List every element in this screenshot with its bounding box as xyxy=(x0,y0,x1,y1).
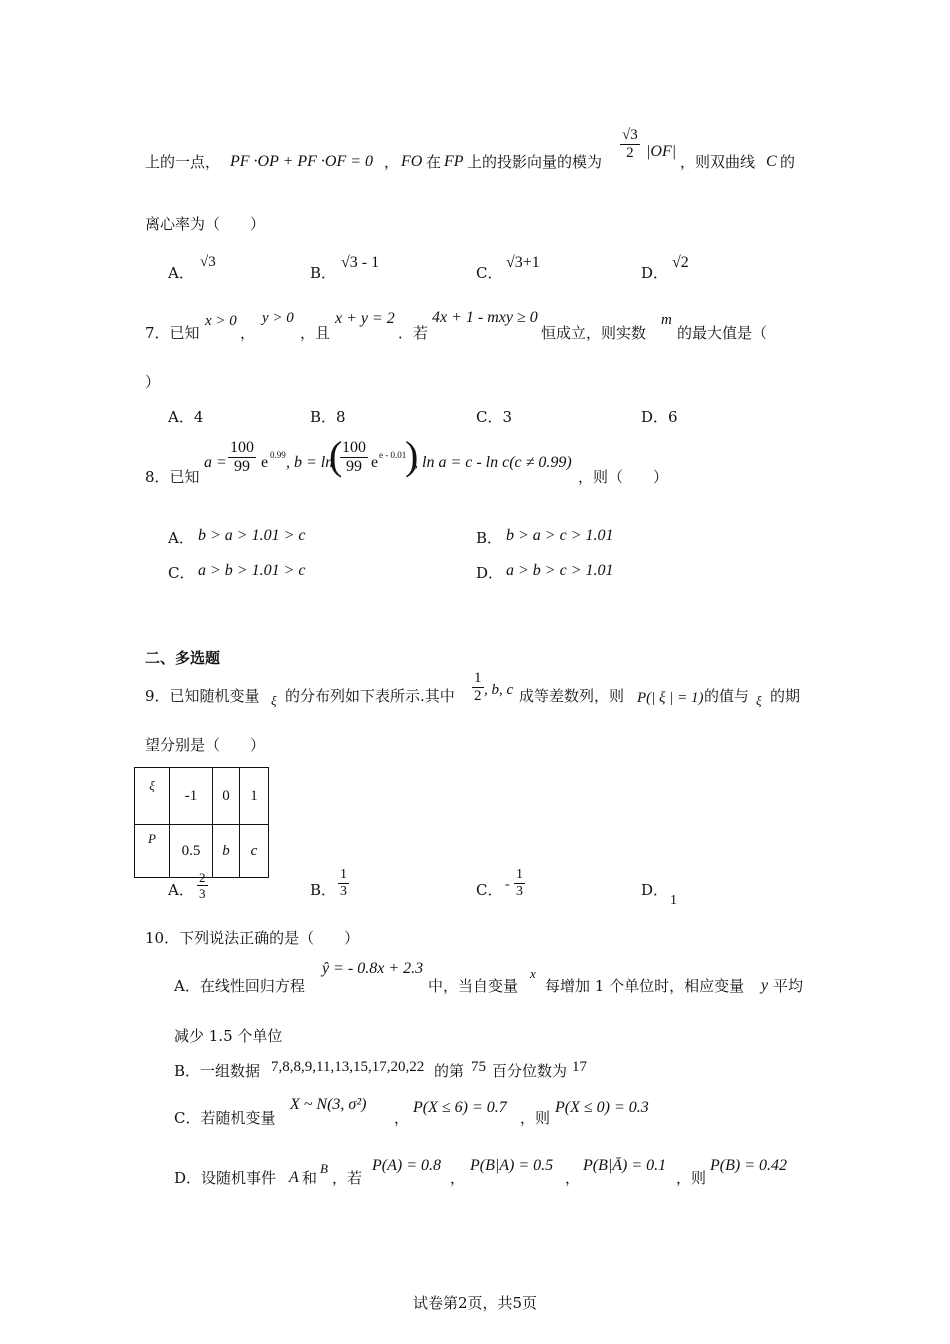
table-cell: 0.5 xyxy=(170,825,213,878)
q6-fraction: $\frac{√3}{2}$ xyxy=(622,127,638,161)
q6-option-c[interactable]: √3+1 xyxy=(506,254,540,271)
q8-frac-a: $\frac{100}{99}$ xyxy=(230,439,254,475)
q6-option-d[interactable]: √2 xyxy=(672,254,689,271)
q8-option-a[interactable]: b > a > 1.01 > c xyxy=(198,527,306,544)
table-cell: P xyxy=(135,825,170,878)
table-cell: -1 xyxy=(170,768,213,825)
page-footer: 试卷第2页，共5页 xyxy=(412,1294,538,1312)
q8-option-d[interactable]: a > b > c > 1.01 xyxy=(506,562,614,579)
q7-option-c[interactable]: C．3 xyxy=(476,408,513,426)
q9-option-b[interactable]: $\frac{1}{3}$ xyxy=(340,867,347,899)
table-cell: 0 xyxy=(213,768,240,825)
q9-line2: 望分别是（ ） xyxy=(145,736,266,754)
q7-option-a[interactable]: A．4 xyxy=(168,408,204,426)
q9-option-d[interactable]: 1 xyxy=(670,893,677,908)
table-cell: c xyxy=(240,825,269,878)
q7-inequality: 4x + 1 - mxy ≥ 0 xyxy=(432,309,538,326)
distribution-table xyxy=(134,767,269,878)
q8-option-b[interactable]: b > a > c > 1.01 xyxy=(506,527,614,544)
table-cell: 1 xyxy=(240,768,269,825)
q6-option-b[interactable]: √3 - 1 xyxy=(341,254,380,271)
q7-option-d[interactable]: D．6 xyxy=(641,408,678,426)
table-cell: b xyxy=(213,825,240,878)
q6-option-a[interactable]: √3 xyxy=(200,254,216,270)
q8-option-c[interactable]: a > b > 1.01 > c xyxy=(198,562,306,579)
q9-option-a[interactable]: $\frac{2}{3}$ xyxy=(199,870,206,901)
q7-line2: ） xyxy=(145,373,161,391)
q7-option-b[interactable]: B．8 xyxy=(310,408,346,426)
q6-dot-equation: PF ·OP + PF ·OF = 0 xyxy=(230,153,374,170)
q9-option-c[interactable]: $\frac{1}{3}$ xyxy=(516,867,523,899)
q6-text-pre: 上的一点， xyxy=(145,153,221,171)
table-cell: ξ xyxy=(135,768,170,825)
q6-of-abs: |OF| xyxy=(646,143,677,160)
table-row xyxy=(135,768,269,825)
q8-frac-b: $\frac{100}{99}$ xyxy=(342,439,366,475)
q6-line2: 离心率为（ ） xyxy=(145,215,266,233)
section-title: 二、多选题 xyxy=(145,649,221,667)
q10-stem: 10．下列说法正确的是（ ） xyxy=(145,929,360,947)
q9-half: $\frac{1}{2}$ xyxy=(474,670,482,704)
